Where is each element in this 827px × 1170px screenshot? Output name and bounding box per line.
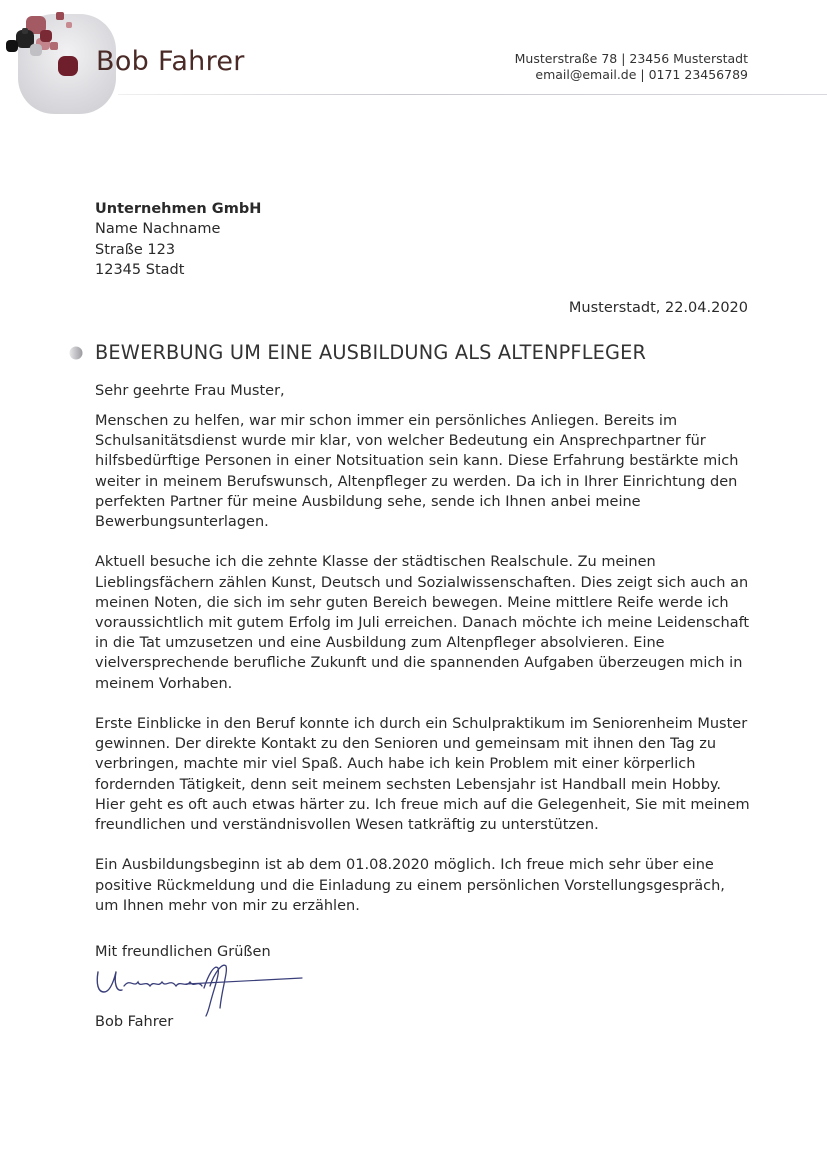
subject-bullet-icon (68, 345, 84, 361)
paragraph: Menschen zu helfen, war mir schon immer ein persönliches Anliegen. Bereits im Schulsanitätsdienst wurde mir klar, von welcher Bedeutung ein Ansprechpartner für hilfsbedürftige Personen in einer Notsituation sein kann. Diese Erfahrung bestärkte mich weiter in meinem Berufswunsch, Altenpfleger zu werden. Da ich in Ihrer Einrichtung den perfekten Partner für meine Ausbildung sehe, sende ich Ihnen anbei meine Bewerbungsunterlagen. (95, 413, 739, 531)
recipient-address (95, 199, 261, 280)
salutation: Sehr geehrte Frau Muster, (95, 383, 285, 399)
signer-name: Bob Fahrer (95, 1014, 174, 1030)
recipient-person: Name Nachname (95, 221, 221, 238)
paragraph: Ein Ausbildungsbeginn ist ab dem 01.08.2020 möglich. Ich freue mich sehr über eine positive Rückmeldung und die Einladung zu einem persönlichen Vorstellungsgespräch, um Ihnen mehr von mir zu erzählen. (95, 857, 725, 914)
closing: Mit freundlichen Grüßen (95, 944, 271, 960)
recipient-company: Unternehmen GmbH (95, 201, 262, 217)
sender-contact (515, 51, 748, 83)
handwritten-signature (90, 958, 310, 1018)
letter-subject: BEWERBUNG UM EINE AUSBILDUNG ALS ALTENPFLEGER (95, 341, 647, 364)
recipient-city: 12345 Stadt (95, 261, 185, 278)
sender-name: Bob Fahrer (96, 46, 245, 77)
header-divider (118, 94, 827, 95)
recipient-street: Straße 123 (95, 241, 176, 258)
paragraph: Aktuell besuche ich die zehnte Klasse der städtischen Realschule. Zu meinen Lieblingsfächern zählen Kunst, Deutsch und Sozialwissenschaften. Dies zeigt sich auch an meinen Noten, die sich im sehr guten Bereich bewegen. Meine mittlere Reife werde ich voraussichtlich mit gutem Erfolg im Juli erreichen. Danach möchte ich meine Leidenschaft in die Tat umzusetzen und eine Ausbildung zum Altenpfleger absolvieren. Eine vielversprechende berufliche Zukunft und die spannenden Aufgaben überzeugen mich in meinem Vorhaben. (95, 554, 750, 692)
letter-body (95, 411, 750, 936)
sender-address-line: Musterstraße 78 | 23456 Musterstadt (514, 51, 748, 66)
letter-date: Musterstadt, 22.04.2020 (568, 300, 748, 316)
paragraph: Erste Einblicke in den Beruf konnte ich durch ein Schulpraktikum im Seniorenheim Muster gewinnen. Der direkte Kontakt zu den Senioren und gemeinsam mit ihnen den Tag zu verbringen, machte mir viel Spaß. Auch habe ich kein Problem mit einer körperlich fordernden Tätigkeit, denn seit meinem sechsten Lebensjahr ist Handball mein Hobby. Hier geht es oft auch etwas härter zu. Ich freue mich auf die Gelegenheit, Sie mit meinem freundlichen und verständnisvollen Wesen tatkräftig zu unterstützen. (95, 716, 750, 834)
sender-email-phone-line: email@email.de | 0171 23456789 (535, 67, 748, 82)
